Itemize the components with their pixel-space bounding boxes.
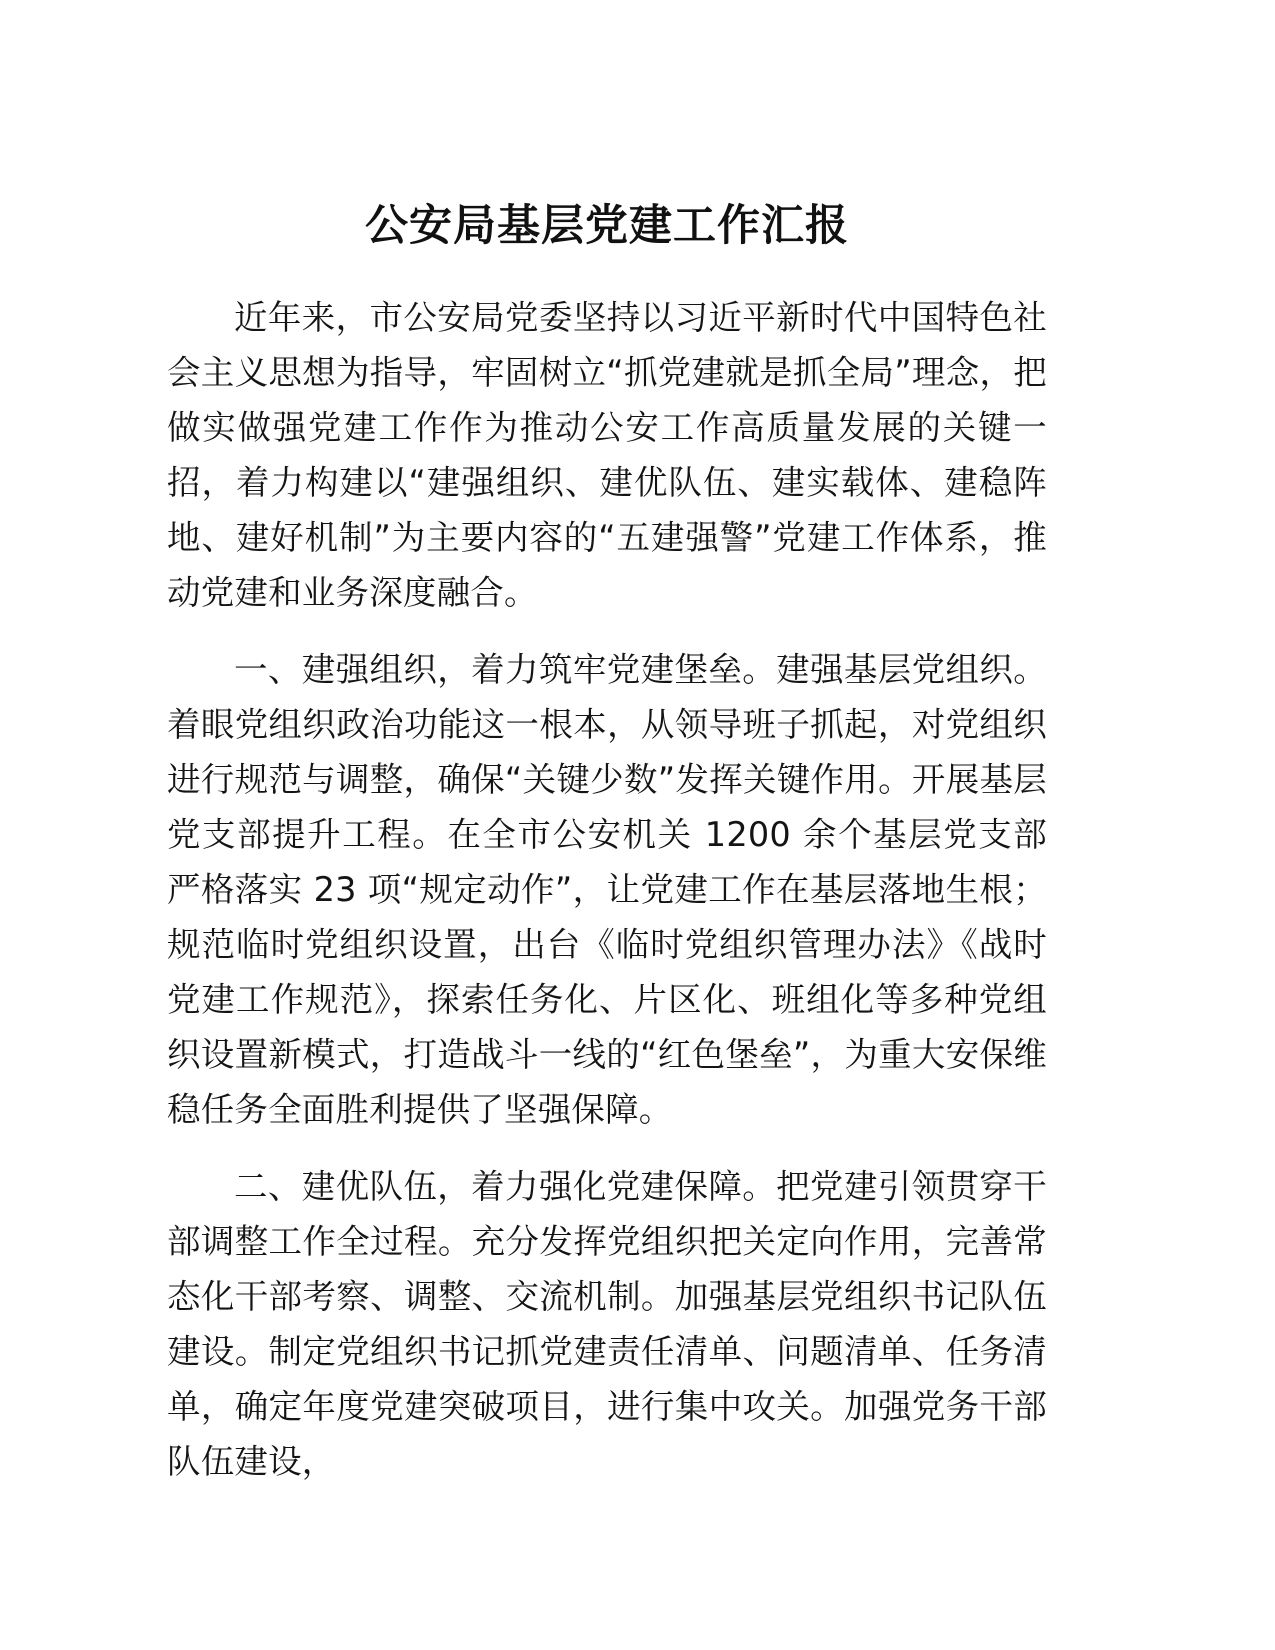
paragraph-section-one: 一、建强组织，着力筑牢党建堡垒。建强基层党组织。着眼党组织政治功能这一根本，从领导班子抓起，对党组织进行规范与调整，确保“关键少数”发挥关键作用。开展基层党支部提升工程。在全市公安机关 1200 余个基层党支部严格落实 23 项“规定动作”，让党建工作在基层落地生根；规范临时党组织设置，出台《临时党组织管理办法》《战时党建工作规范》，探索任务化、片区化、班组化等多种党组织设置新模式，打造战斗一线的“红色堡垒”，为重大安保维稳任务全面胜利提供了坚强保障。	[167, 649, 1047, 1129]
paragraph-section-two: 二、建优队伍，着力强化党建保障。把党建引领贯穿干部调整工作全过程。充分发挥党组织把关定向作用，完善常态化干部考察、调整、交流机制。加强基层党组织书记队伍建设。制定党组织书记抓党建责任清单、问题清单、任务清单，确定年度党建突破项目，进行集中攻关。加强党务干部队伍建设，	[167, 1166, 1047, 1481]
page-title: 公安局基层党建工作汇报	[365, 201, 849, 251]
document-body	[167, 0, 1047, 1489]
paragraph-intro: 近年来，市公安局党委坚持以习近平新时代中国特色社会主义思想为指导，牢固树立“抓党建就是抓全局”理念，把做实做强党建工作作为推动公安工作高质量发展的关键一招，着力构建以“建强组织、建优队伍、建实载体、建稳阵地、建好机制”为主要内容的“五建强警”党建工作体系，推动党建和业务深度融合。	[167, 297, 1047, 612]
